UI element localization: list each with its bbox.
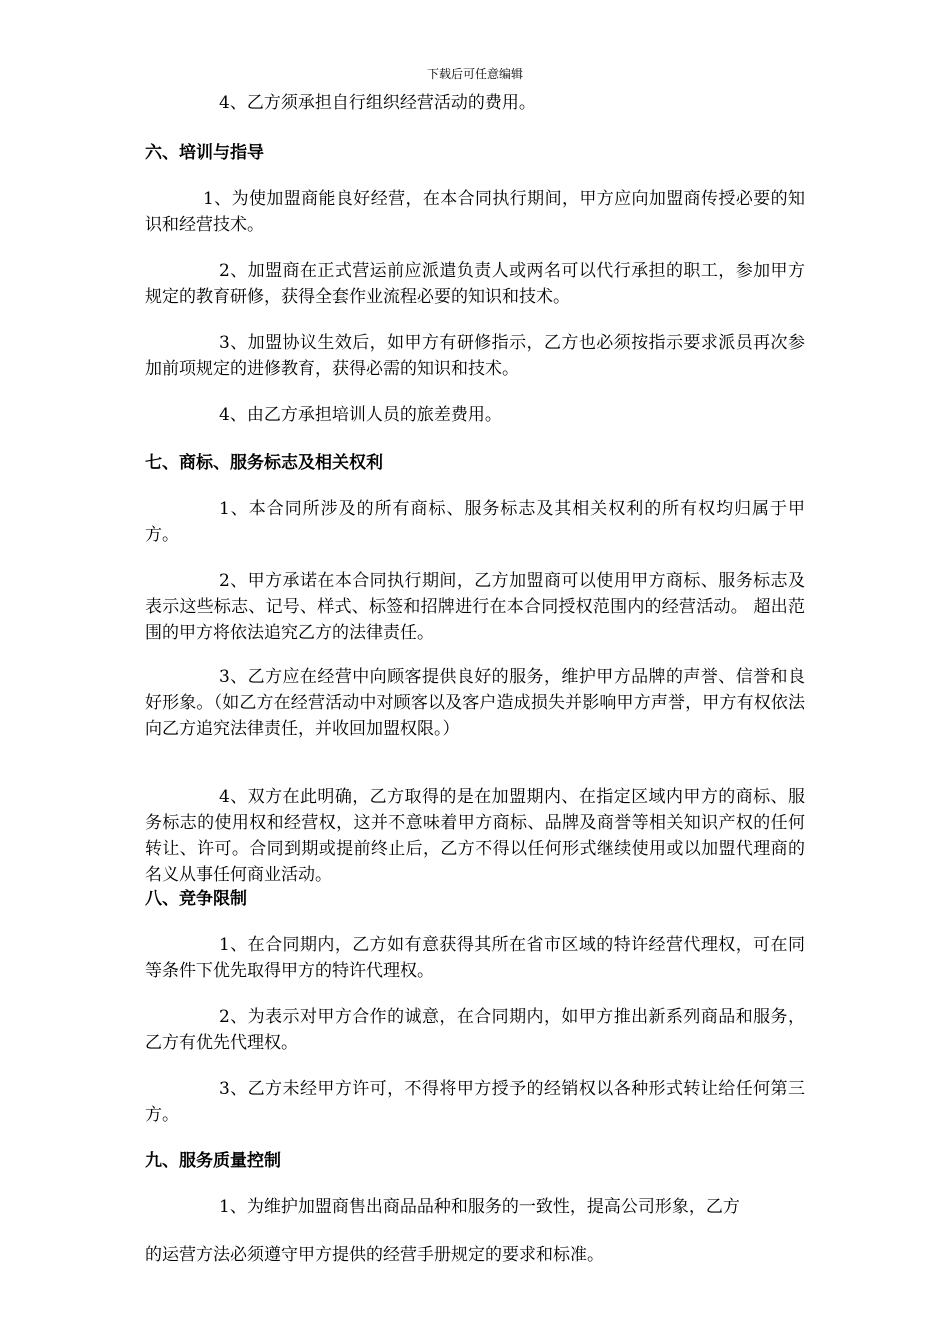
clause-8-1: 1、在合同期内，乙方如有意获得其所在省市区域的特许经营代理权，可在同等条件下优先取得甲方的特许代理权。 xyxy=(145,935,805,981)
clause-9-1: 1、为维护加盟商售出商品品种和服务的一致性，提高公司形象，乙方 xyxy=(219,1197,740,1217)
clause-7-1: 1、本合同所涉及的所有商标、服务标志及其相关权利的所有权均归属于甲方。 xyxy=(145,499,805,545)
clause-5-4: 4、乙方须承担自行组织经营活动的费用。 xyxy=(219,93,536,113)
section-heading-trademark: 七、商标、服务标志及相关权利 xyxy=(145,453,383,473)
section-heading-quality: 九、服务质量控制 xyxy=(145,1151,281,1171)
clause-8-3: 3、乙方未经甲方许可，不得将甲方授予的经销权以各种形式转让给任何第三方。 xyxy=(145,1079,805,1125)
clause-7-4: 4、双方在此明确，乙方取得的是在加盟期内、在指定区域内甲方的商标、服务标志的使用权和经营权，这并不意味着甲方商标、品牌及商誉等相关知识产权的任何转让、许可。合同到期或提前终止后，乙方不得以任何形式继续使用或以加盟代理商的名义从事任何商业活动。 xyxy=(145,787,805,885)
clause-6-4: 4、由乙方承担培训人员的旅差费用。 xyxy=(219,405,502,425)
clause-8-2: 2、为表示对甲方合作的诚意，在合同期内，如甲方推出新系列商品和服务，乙方有优先代理权。 xyxy=(145,1007,805,1053)
clause-7-2: 2、甲方承诺在本合同执行期间，乙方加盟商可以使用甲方商标、服务标志及表示这些标志、记号、样式、标签和招牌进行在本合同授权范围内的经营活动。 超出范围的甲方将依法追究乙方的法律责任。 xyxy=(145,571,805,643)
clause-6-1: 1、为使加盟商能良好经营，在本合同执行期间，甲方应向加盟商传授必要的知识和经营技术。 xyxy=(145,189,805,235)
clause-9-1-continued: 的运营方法必须遵守甲方提供的经营手册规定的要求和标准。 xyxy=(145,1245,604,1265)
clause-7-3: 3、乙方应在经营中向顾客提供良好的服务，维护甲方品牌的声誉、信誉和良好形象。（如乙方在经营活动中对顾客以及客户造成损失并影响甲方声誉，甲方有权依法向乙方追究法律责任，并收回加盟权限。） xyxy=(145,667,805,739)
clause-6-3: 3、加盟协议生效后，如甲方有研修指示，乙方也必须按指示要求派员再次参加前项规定的进修教育，获得必需的知识和技术。 xyxy=(145,333,805,379)
header-note: 下载后可任意编辑 xyxy=(426,67,523,81)
section-heading-training: 六、培训与指导 xyxy=(145,143,264,163)
section-heading-competition: 八、竞争限制 xyxy=(145,889,247,909)
clause-6-2: 2、加盟商在正式营运前应派遣负责人或两名可以代行承担的职工，参加甲方规定的教育研修，获得全套作业流程必要的知识和技术。 xyxy=(145,261,805,307)
